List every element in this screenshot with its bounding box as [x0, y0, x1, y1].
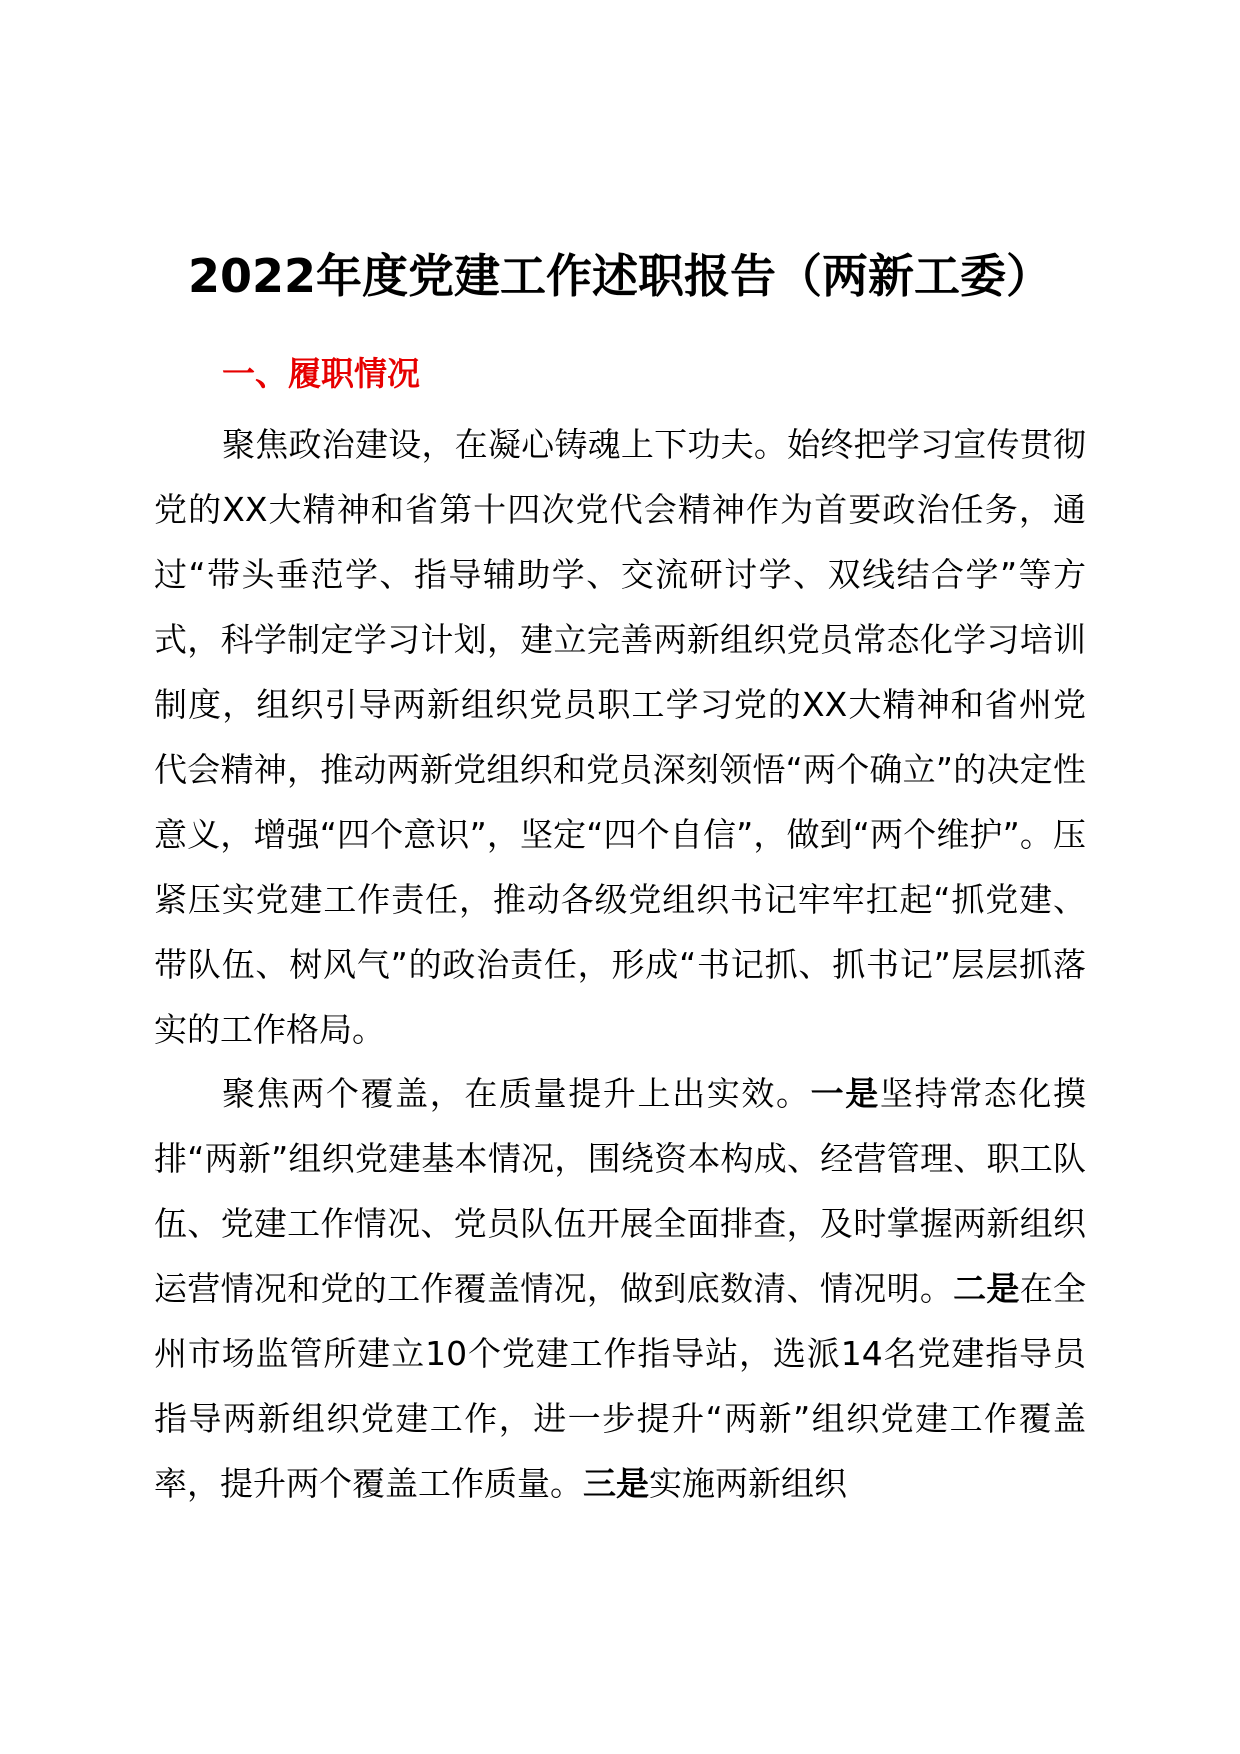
paragraph-intro: 聚焦两个覆盖，在质量提升上出实效。 [222, 1074, 811, 1113]
document-title: 2022年度党建工作述职报告（两新工委） [187, 249, 1053, 303]
section-heading: 一、履职情况 [222, 354, 420, 393]
paragraph-political-building: 聚焦政治建设，在凝心铸魂上下功夫。始终把学习宣传贯彻党的XX大精神和省第十四次党代会精神作为首要政治任务，通过“带头垂范学、指导辅助学、交流研讨学、双线结合学”等方式，科学制定学习计划，建立完善两新组织党员常态化学习培训制度，组织引导两新组织党员职工学习党的XX大精神和省州党代会精神，推动两新党组织和党员深刻领悟“两个确立”的决定性意义，增强“四个意识”，坚定“四个自信”，做到“两个维护”。压紧压实党建工作责任，推动各级党组织书记牢牢扛起“抓党建、带队伍、树风气”的政治责任，形成“书记抓、抓书记”层层抓落实的工作格局。 [154, 425, 1086, 1049]
paragraph-two-coverage [154, 1061, 1086, 1516]
point-label-three: 三是 [583, 1464, 649, 1503]
point-label-one: 一是 [810, 1074, 880, 1113]
point-text-one: 坚持常态化摸排“两新”组织党建基本情况，围绕资本构成、经营管理、职工队伍、党建工作情况、党员队伍开展全面排查，及时掌握两新组织运营情况和党的工作覆盖情况，做到底数清、情况明。 [154, 1074, 1086, 1308]
point-label-two: 二是 [953, 1269, 1020, 1308]
point-text-two: 在全州市场监管所建立10个党建工作指导站，选派14名党建指导员指导两新组织党建工作，进一步提升“两新”组织党建工作覆盖率，提升两个覆盖工作质量。 [154, 1269, 1087, 1503]
point-text-three: 实施两新组织 [649, 1464, 847, 1503]
